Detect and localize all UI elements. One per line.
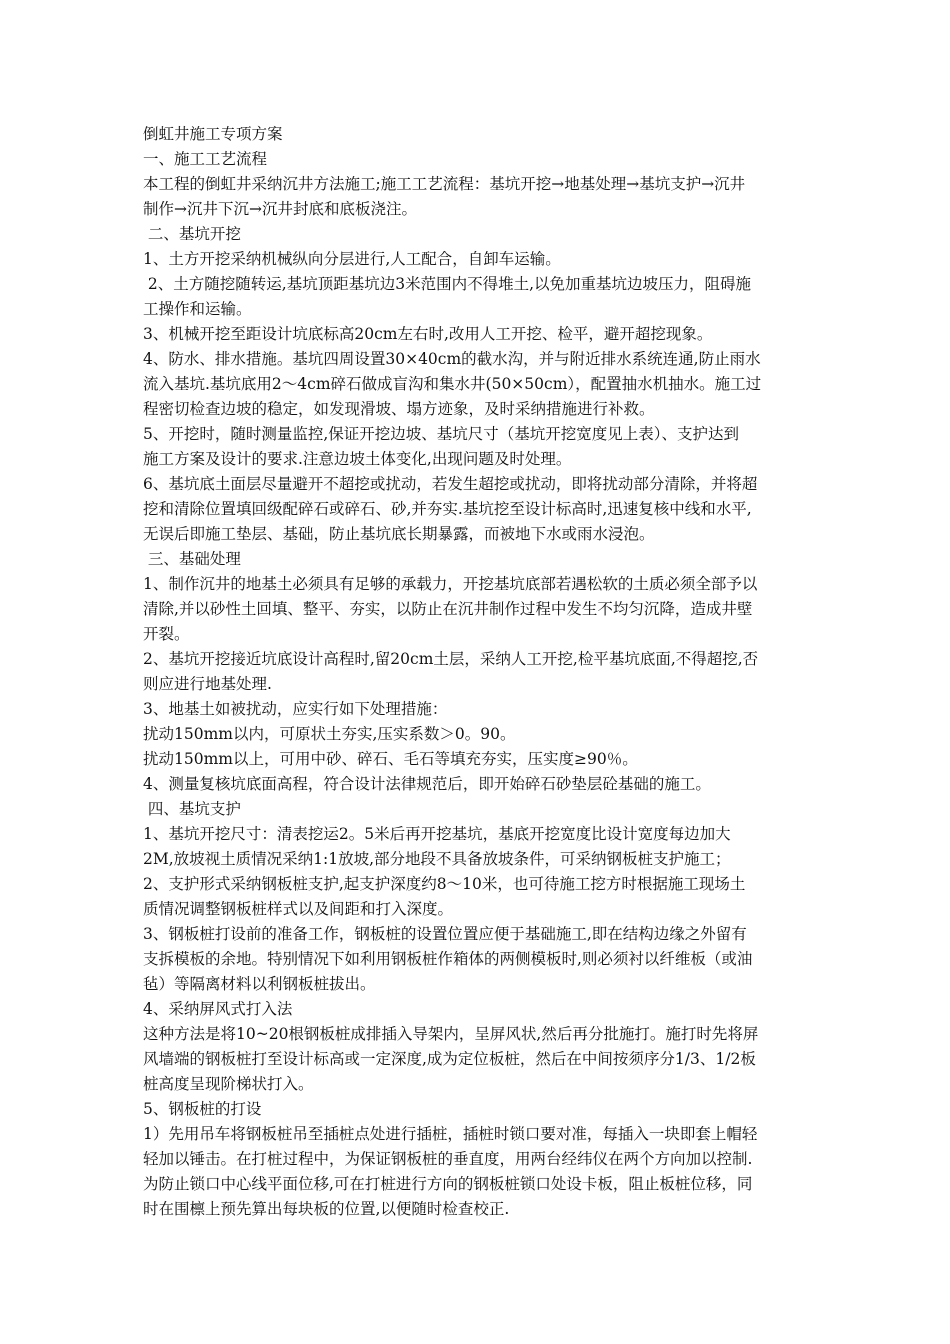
document-line: 风墙端的钢板桩打至设计标高或一定深度,成为定位板桩，然后在中间按须序分1/3、1/2板 — [143, 1050, 756, 1068]
document-line: 为防止锁口中心线平面位移,可在打桩进行方向的钢板桩锁口处设卡板，阻止板桩位移，同 — [143, 1175, 753, 1193]
document-line: 扰动150mm以上，可用中砂、碎石、毛石等填充夯实，压实度≥90％。 — [143, 750, 638, 768]
document-line: 4、采纳屏风式打入法 — [143, 1000, 293, 1018]
document-line: 支拆模板的余地。特别情况下如利用钢板桩作箱体的两侧模板时,则必须衬以纤维板（或油 — [143, 950, 753, 968]
document-line: 开裂。 — [143, 625, 190, 643]
document-line: 施工方案及设计的要求.注意边坡土体变化,出现问题及时处理。 — [143, 450, 572, 468]
document-line: 这种方法是将10~20根钢板桩成排插入导架内，呈屏风状,然后再分批施打。施打时先将屏 — [143, 1025, 759, 1043]
document-line: 1、土方开挖采纳机械纵向分层进行,人工配合，自卸车运输。 — [143, 250, 561, 268]
document-line: 2、土方随挖随转运,基坑顶距基坑边3米范围内不得堆土,以免加重基坑边坡压力，阻碍施 — [143, 275, 752, 293]
document-line: 4、测量复核坑底面高程，符合设计法律规范后，即开始碎石砂垫层砼基础的施工。 — [143, 775, 711, 793]
document-line: 桩高度呈现阶梯状打入。 — [143, 1075, 314, 1093]
document-line: 质情况调整钢板桩样式以及间距和打入深度。 — [143, 900, 454, 918]
document-line: 时在围檩上预先算出每块板的位置,以便随时检查校正. — [143, 1200, 510, 1218]
document-title: 倒虹井施工专项方案 — [143, 125, 283, 143]
document-line: 1）先用吊车将钢板桩吊至插桩点处进行插桩，插桩时锁口要对准，每插入一块即套上帽轻 — [143, 1125, 758, 1143]
document-body — [143, 147, 819, 1222]
document-line: 无误后即施工垫层、基础，防止基坑底长期暴露，而被地下水或雨水浸泡。 — [143, 525, 655, 543]
document-line: 2M,放坡视土质情况采纳1:1放坡,部分地段不具备放坡条件，可采纳钢板桩支护施工； — [143, 850, 731, 868]
document-line: 毡）等隔离材料以利钢板桩拔出。 — [143, 975, 376, 993]
document-page — [143, 122, 819, 1222]
document-line: 4、防水、排水措施。基坑四周设置30×40cm的截水沟，并与附近排水系统连通,防止雨水 — [143, 350, 761, 368]
document-line: 二、基坑开挖 — [143, 225, 241, 243]
document-line: 3、钢板桩打设前的准备工作，钢板桩的设置位置应便于基础施工,即在结构边缘之外留有 — [143, 925, 747, 943]
document-line: 程密切检查边坡的稳定，如发现滑坡、塌方迹象，及时采纳措施进行补救。 — [143, 400, 655, 418]
document-line: 3、地基土如被扰动，应实行如下处理措施： — [143, 700, 448, 718]
document-line: 三、基础处理 — [143, 550, 241, 568]
document-line: 扰动150mm以内，可原状土夯实,压实系数＞0。90。 — [143, 725, 516, 743]
document-line: 流入基坑.基坑底用2～4cm碎石做成盲沟和集水井(50×50cm），配置抽水机抽水。施工过 — [143, 375, 762, 393]
document-line: 轻加以锤击。在打桩过程中，为保证钢板桩的垂直度，用两台经纬仪在两个方向加以控制. — [143, 1150, 753, 1168]
document-line: 挖和清除位置填回级配碎石或碎石、砂,并夯实.基坑挖至设计标高时,迅速复核中线和水平, — [143, 500, 752, 518]
document-line: 1、制作沉井的地基土必须具有足够的承载力，开挖基坑底部若遇松软的土质必须全部予以 — [143, 575, 758, 593]
document-line: 5、开挖时，随时测量监控,保证开挖边坡、基坑尺寸（基坑开挖宽度见上表）、支护达到 — [143, 425, 740, 443]
document-line: 一、施工工艺流程 — [143, 150, 268, 168]
document-line: 2、基坑开挖接近坑底设计高程时,留20cm土层，采纳人工开挖,检平基坑底面,不得超挖,否 — [143, 650, 759, 668]
document-line: 四、基坑支护 — [143, 800, 241, 818]
document-line: 清除,并以砂性土回填、整平、夯实，以防止在沉井制作过程中发生不均匀沉降，造成井壁 — [143, 600, 753, 618]
document-line: 本工程的倒虹井采纳沉井方法施工;施工工艺流程：基坑开挖→地基处理→基坑支护→沉井 — [143, 175, 746, 193]
document-line: 2、支护形式采纳钢板桩支护,起支护深度约8～10米，也可待施工挖方时根据施工现场土 — [143, 875, 746, 893]
document-line: 3、机械开挖至距设计坑底标高20cm左右时,改用人工开挖、检平，避开超挖现象。 — [143, 325, 713, 343]
document-line: 6、基坑底土面层尽量避开不超挖或扰动，若发生超挖或扰动，即将扰动部分清除，并将超 — [143, 475, 758, 493]
document-line: 则应进行地基处理. — [143, 675, 272, 693]
document-line: 5、钢板桩的打设 — [143, 1100, 262, 1118]
document-line: 制作→沉井下沉→沉井封底和底板浇注。 — [143, 200, 417, 218]
document-line: 工操作和运输。 — [143, 300, 252, 318]
document-line: 1、基坑开挖尺寸：清表挖运2。5米后再开挖基坑，基底开挖宽度比设计宽度每边加大 — [143, 825, 731, 843]
